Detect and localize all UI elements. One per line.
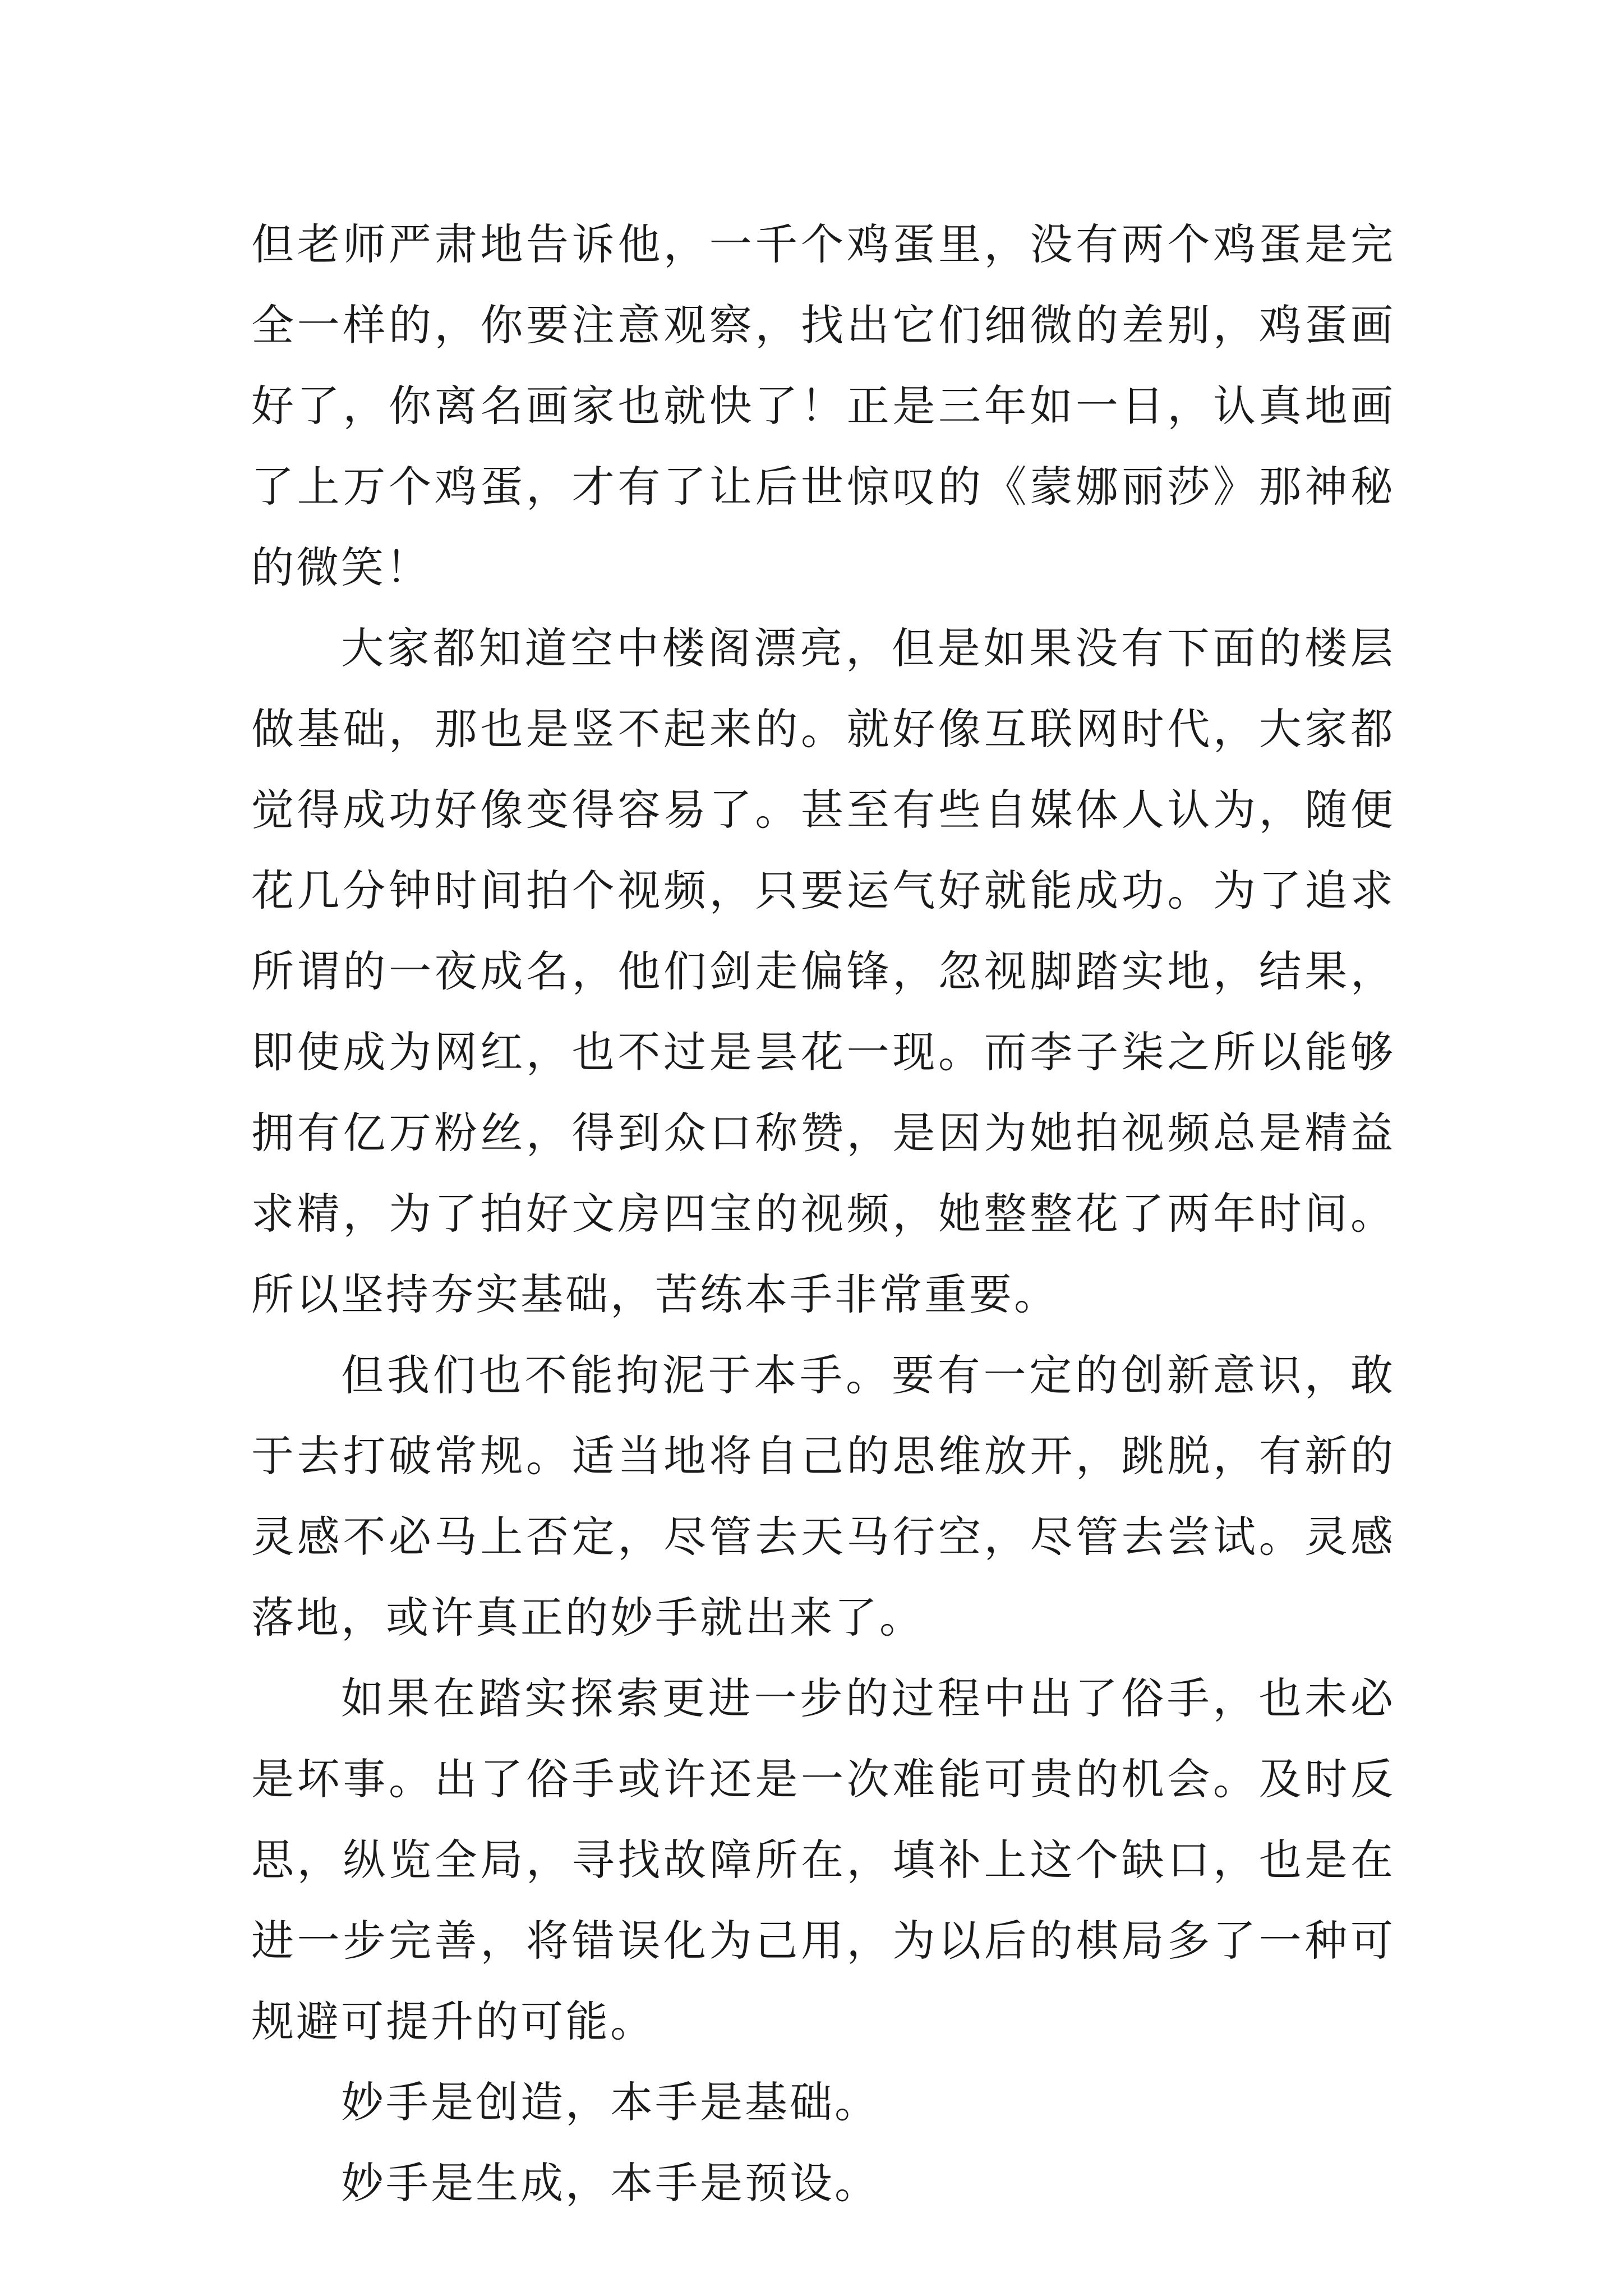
paragraph-3: 但我们也不能拘泥于本手。要有一定的创新意识，敢于去打破常规。适当地将自己的思维放开，跳脱，有新的灵感不必马上否定，尽管去天马行空，尽管去尝试。灵感落地，或许真正的妙手就出来了。: [251, 1350, 1395, 1642]
essay-body: [251, 204, 1395, 2224]
paragraph-1: 但老师严肃地告诉他，一千个鸡蛋里，没有两个鸡蛋是完全一样的，你要注意观察，找出它们细微的差别，鸡蛋画好了，你离名画家也就快了！正是三年如一日，认真地画了上万个鸡蛋，才有了让后世惊叹的《蒙娜丽莎》那神秘的微笑！: [251, 219, 1395, 592]
paragraph-4: 如果在踏实探索更进一步的过程中出了俗手，也未必是坏事。出了俗手或许还是一次难能可贵的机会。及时反思，纵览全局，寻找故障所在，填补上这个缺口，也是在进一步完善，将错误化为己用，为以后的棋局多了一种可规避可提升的可能。: [251, 1673, 1395, 2046]
paragraph-2: 大家都知道空中楼阁漂亮，但是如果没有下面的楼层做基础，那也是竖不起来的。就好像互联网时代，大家都觉得成功好像变得容易了。甚至有些自媒体人认为，随便花几分钟时间拍个视频，只要运气好就能成功。为了追求所谓的一夜成名，他们剑走偏锋，忽视脚踏实地，结果，即使成为网红，也不过是昙花一现。而李子柒之所以能够拥有亿万粉丝，得到众口称赞，是因为她拍视频总是精益求精，为了拍好文房四宝的视频，她整整花了两年时间。所以坚持夯实基础，苦练本手非常重要。: [251, 623, 1395, 1319]
paragraph-6: 妙手是生成，本手是预设。: [341, 2158, 879, 2208]
paragraph-5: 妙手是创造，本手是基础。: [341, 2077, 879, 2127]
